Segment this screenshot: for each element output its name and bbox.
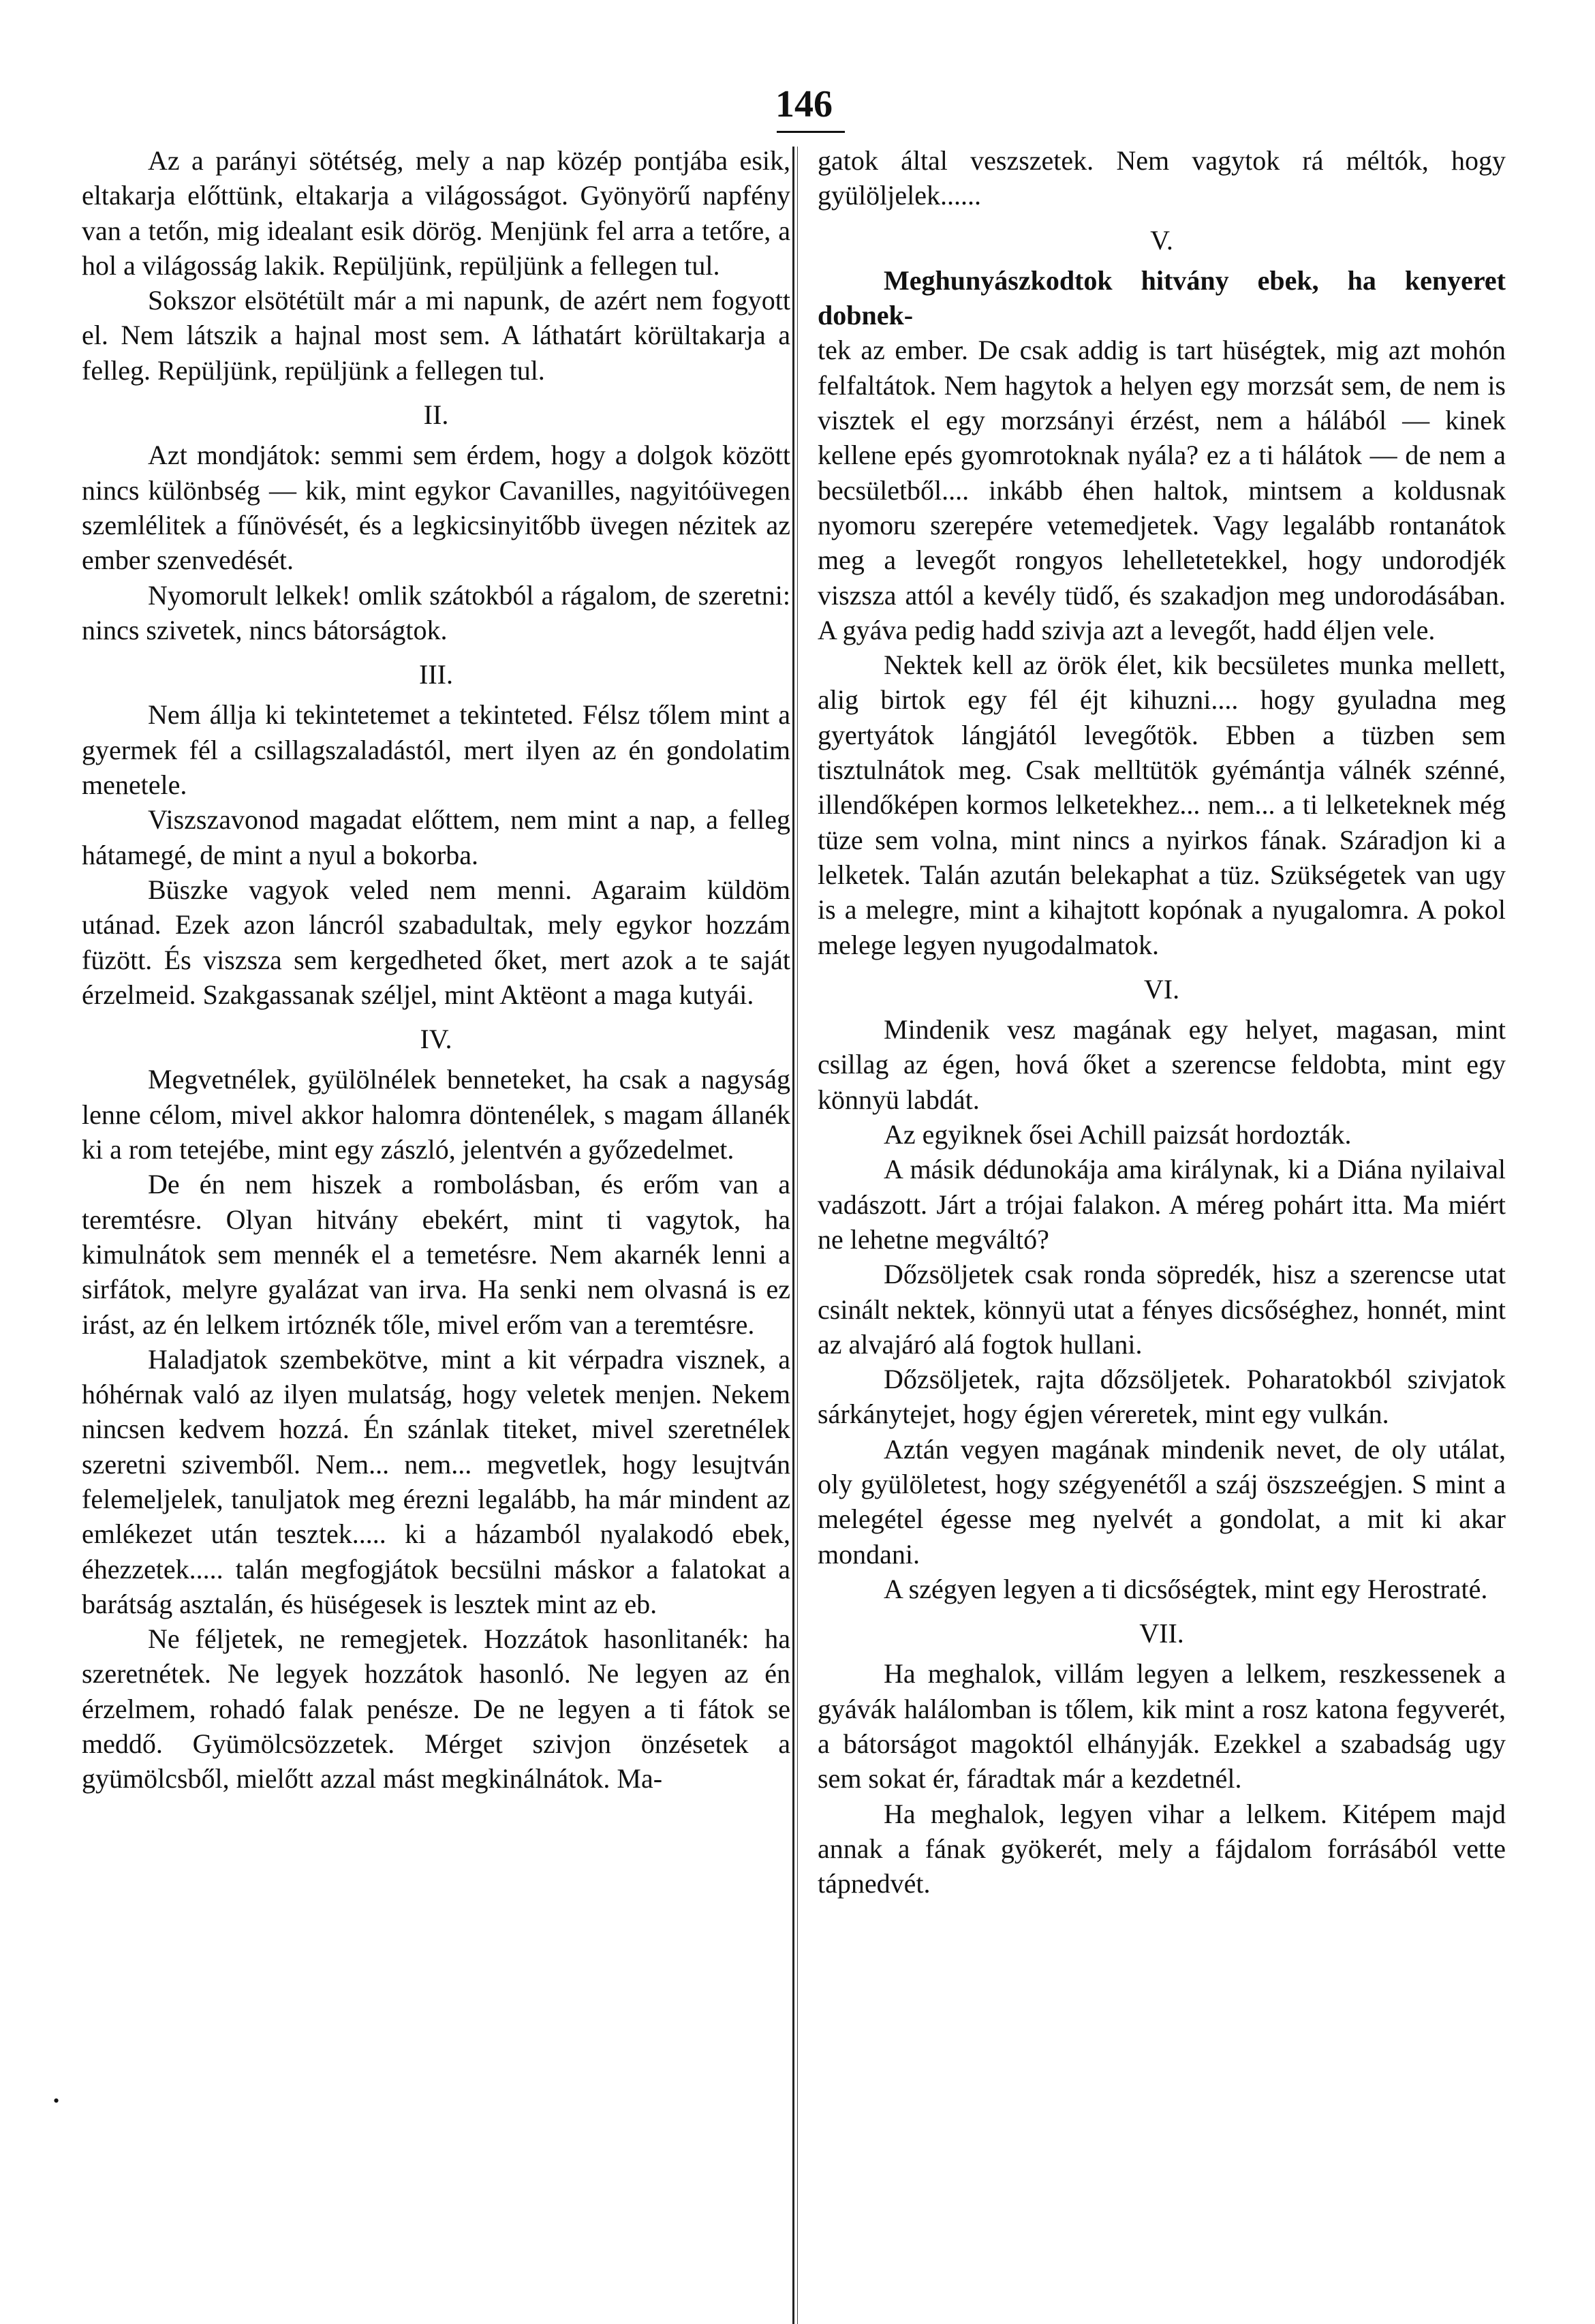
- section-heading: VI.: [1143, 973, 1180, 1005]
- paragraph: Nyomorult lelkek! omlik szátokból a rágalom, de szeretni: nincs szivetek, nincs bátorságtok.: [82, 579, 790, 645]
- left-column: [82, 143, 790, 1796]
- bold-lead: Meghunyászkodtok hitvány ebek, ha kenyeret dobnek-: [818, 264, 1506, 331]
- paragraph: [818, 263, 1506, 647]
- paragraph: A másik dédunokája ama királynak, ki a Diána nyilaival vadászott. Járt a trójai falakon. A méreg pohárt itta. Ma miért ne lehetne megváltó?: [818, 1154, 1506, 1255]
- paragraph: Az egyiknek ősei Achill paizsát hordozták.: [884, 1119, 1352, 1150]
- section-heading: VII.: [1139, 1618, 1184, 1649]
- paragraph: De én nem hiszek a rombolásban, és erőm van a teremtésre. Olyan hitvány ebekért, mint ti vagytok, ha kimulnátok sem mennék el a temetésre. Nem akarnék lenni a sirfátok, melyre gyalázat van irva. Ha senki nem olvasná is ez irást, az én lelkem irtóznék tőle, mivel erőm van a teremtésre.: [82, 1169, 790, 1340]
- header-rule: [777, 131, 845, 133]
- paragraph: Mindenik vesz magának egy helyet, magasan, mint csillag az égen, hová őket a szerencse feldobta, mint egy könnyü labdát.: [818, 1014, 1506, 1115]
- paragraph-text: tek az ember. De csak addig is tart hüségtek, mig azt mohón felfaltátok. Nem hagytok a helyen egy morzsát sem, de nem is visztek el egy morzsányi érzést, nem a hálából — kinek kellene epés gyomrotoknak nyála? ez a ti hálátok — de nem a becsületből.... inkább éhen haltok, mintsem a koldusnak nyomoru szerepére vetemedjetek. Vagy legalább rontanátok meg a levegőt rongyos lehelletetekkel, hogy undorodjék viszsza attól a kevély tüdő, és szakadjon meg undorodásában. A gyáva pedig hadd szivja azt a levegőt, hadd éljen vele.: [818, 335, 1506, 645]
- paragraph: Ha meghalok, villám legyen a lelkem, reszkessenek a gyávák halálomban is tőlem, kik mint a rosz katona fegyverét, a bátorságot magoktól elhányják. Ezekkel a szabadság ugy sem sokat ér, fáradtak már a kezdetnél.: [818, 1658, 1506, 1794]
- right-column: [818, 143, 1506, 1901]
- paragraph: Ha meghalok, legyen vihar a lelkem. Kitépem majd annak a fának gyökerét, mely a fájdalom forrásából vette tápnedvét.: [818, 1798, 1506, 1899]
- page-number: 146: [775, 83, 833, 125]
- margin-mark: •: [53, 2091, 60, 2111]
- paragraph: Haladjatok szembekötve, mint a kit vérpadra visznek, a hóhérnak való az ilyen mulatság, hogy veletek menjen. Nekem nincsen kedvem hozzá. Én szánlak titeket, mivel szeretnélek szeretni szivemből. Nem... nem... megvetlek, hogy lesujtván felemeljelek, tanuljatok meg érezni legalább, ha már mindent az emlékezet után tesztek..... ki a házamból nyalakodó ebek, éhezzetek..... talán megfogjátok becsülni máskor a falatokat a barátság asztalán, és hüségesek is lesztek mint az eb.: [82, 1343, 790, 1619]
- paragraph: Viszszavonod magadat előttem, nem mint a nap, a felleg hátamegé, de mint a nyul a bokorba.: [82, 804, 790, 870]
- column-divider: [792, 147, 794, 2324]
- section-heading: V.: [1150, 224, 1173, 256]
- paragraph: Ne féljetek, ne remegjetek. Hozzátok hasonlitanék: ha szeretnétek. Ne legyek hozzátok hasonló. Ne legyen az én érzelmem, rohadó falak penésze. De ne legyen a ti fátok se meddő. Gyümölcsözzetek. Mérget szivjon önzésetek a gyümölcsből, mielőtt azzal mást megkinálnátok. Ma-: [82, 1623, 790, 1794]
- paragraph: Aztán vegyen magának mindenik nevet, de oly utálat, oly gyülöletest, hogy szégyenétől a száj öszszeégjen. S mint a melegétel égesse meg nyelvét a gondolat, a mit ki akar mondani.: [818, 1433, 1506, 1570]
- section-heading: II.: [423, 399, 449, 431]
- paragraph: A szégyen legyen a ti dicsőségtek, mint egy Herostraté.: [884, 1573, 1488, 1604]
- paragraph: Nektek kell az örök élet, kik becsületes munka mellett, alig birtok egy fél éjt kihuzni.... hogy gyuladna meg gyertyátok lángjától levegőtök. Ebben a tüzben sem tisztulnátok meg. Csak melltütök gyémántja válnék szénné, illendőképen kormos lelketekhez... nem... a ti lelketeknek még tüze sem volna, mint nincs a nyirkos fának. Száradjon ki a lelketek. Talán azután belekaphat a tüz. Szükségetek van ugy is a melegre, mint a kihajtott kopónak a nyugalomra. A pokol melege legyen nyugodalmatok.: [818, 649, 1506, 960]
- paragraph: Az a parányi sötétség, mely a nap közép pontjába esik, eltakarja előttünk, eltakarja a világosságot. Gyönyörű napfény van a tetőn, mig idealant esik dörög. Menjünk fel arra a tetőre, a hol a világosság lakik. Repüljünk, repüljünk a fellegen tul.: [82, 145, 790, 281]
- paragraph: Azt mondjátok: semmi sem érdem, hogy a dolgok között nincs különbség — kik, mint egykor Cavanilles, nagyitóüvegen szemlélitek a fűnövését, és a legkicsinyitőbb üvegen nézitek az ember szenvedését.: [82, 440, 790, 576]
- paragraph: Nem állja ki tekintetemet a tekinteted. Félsz tőlem mint a gyermek fél a csillagszaladástól, mert ilyen az én gondolatim menetele.: [82, 699, 790, 801]
- paragraph: Büszke vagyok veled nem menni. Agaraim küldöm utánad. Ezek azon láncról szabadultak, mely egykor hozzám füzött. És viszsza sem kergedheted őket, mert azok a te saját érzelmeid. Szakgassanak széljel, mint Aktëont a maga kutyái.: [82, 874, 790, 1010]
- section-heading: IV.: [420, 1024, 452, 1055]
- paragraph: Sokszor elsötétült már a mi napunk, de azért nem fogyott el. Nem látszik a hajnal most sem. A láthatárt körültakarja a felleg. Repüljünk, repüljünk a fellegen tul.: [82, 285, 790, 386]
- paragraph: Dőzsöljetek csak ronda söpredék, hisz a szerencse utat csinált nektek, könnyü utat a fényes dicsőséghez, honnét, mint az alvajáró alá fogtok hullani.: [818, 1259, 1506, 1360]
- column-divider: [797, 147, 798, 2324]
- paragraph: gatok által veszszetek. Nem vagytok rá méltók, hogy gyülöljelek......: [818, 145, 1506, 211]
- section-heading: III.: [419, 659, 453, 690]
- paragraph: Megvetnélek, gyülölnélek benneteket, ha csak a nagyság lenne célom, mivel akkor halomra döntenélek, s magam állanék ki a rom tetejébe, mint egy zászló, jelentvén a győzedelmet.: [82, 1064, 790, 1165]
- paragraph: Dőzsöljetek, rajta dőzsöljetek. Poharatokból szivjatok sárkánytejet, hogy égjen véreretek, mint egy vulkán.: [818, 1364, 1506, 1430]
